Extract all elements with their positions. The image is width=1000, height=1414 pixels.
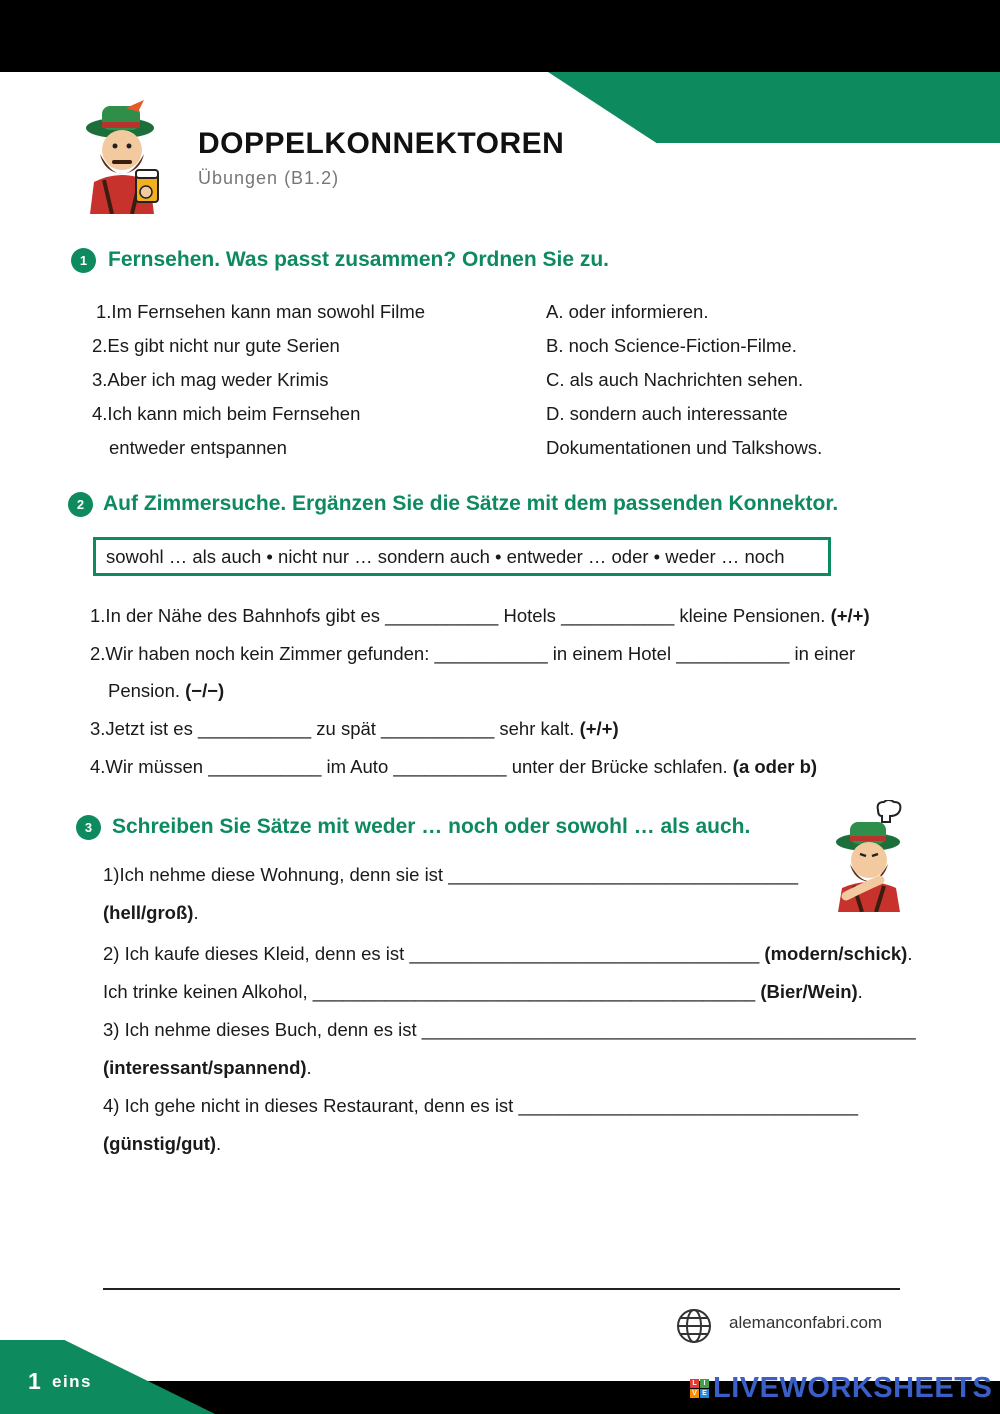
exercise-3-question-2-hint: (modern/schick)	[764, 943, 908, 964]
exercise-3-question-1-hint-line	[103, 902, 199, 924]
section-3-number: 3	[76, 815, 101, 840]
sentence-3-text: 3.Jetzt ist es ___________ zu spät ___________ sehr kalt.	[90, 718, 575, 739]
bavarian-mascot-thinking-icon	[832, 800, 910, 912]
top-green-banner	[548, 72, 1000, 143]
section-2-number: 2	[68, 492, 93, 517]
sentence-2-cont-text: Pension.	[108, 680, 180, 701]
sentence-4-text: 4.Wir müssen ___________ im Auto ___________ unter der Brücke schlafen.	[90, 756, 728, 777]
exercise-3-question-3-end: .	[306, 1057, 312, 1078]
match-left-item-4-cont: entweder entspannen	[109, 437, 287, 458]
top-black-bar	[0, 0, 1000, 72]
exercise-3-question-3-hint-line	[103, 1057, 312, 1079]
exercise-3-question-2-text: 2) Ich kaufe dieses Kleid, denn es ist __________________________________	[103, 943, 760, 964]
exercise-3-question-1-hint: (hell/groß)	[103, 902, 194, 923]
exercise-3-question-4-end: .	[216, 1133, 222, 1154]
section-1-number: 1	[71, 248, 96, 273]
match-right-item-b: B. noch Science-Fiction-Filme.	[546, 335, 797, 356]
sentence-3	[90, 718, 619, 740]
logo-letter-e: E	[700, 1389, 709, 1398]
sentence-3-hint: (+/+)	[579, 718, 619, 739]
footer-divider	[103, 1288, 900, 1290]
page-number: 1	[28, 1368, 41, 1394]
match-right-item-c: C. als auch Nachrichten sehen.	[546, 369, 804, 390]
exercise-3-question-2b-end: .	[857, 981, 863, 1002]
exercise-3-question-4: 4) Ich gehe nicht in dieses Restaurant, denn es ist _________________________________	[103, 1095, 858, 1116]
section-1-heading: Fernsehen. Was passt zusammen? Ordnen Sie zu.	[108, 248, 610, 271]
sentence-1	[90, 605, 870, 627]
exercise-3-question-4-hint: (günstig/gut)	[103, 1133, 217, 1154]
connector-word-box-text: sowohl … als auch • nicht nur … sondern auch • entweder … oder • weder … noch	[106, 545, 785, 567]
liveworksheets-brand[interactable]	[690, 1374, 992, 1403]
page-title: DOPPELKONNEKTOREN	[198, 127, 565, 160]
sentence-2-hint: (−/−)	[185, 680, 225, 701]
match-right-item-d: D. sondern auch interessante	[546, 403, 788, 424]
sentence-4-hint: (a oder b)	[732, 756, 818, 777]
bavarian-mascot-beer-icon	[82, 98, 166, 214]
sentence-4	[90, 756, 817, 778]
logo-letter-l: L	[690, 1379, 699, 1388]
exercise-3-question-1: 1)Ich nehme diese Wohnung, denn sie ist __________________________________	[103, 864, 799, 885]
section-3-heading: Schreiben Sie Sätze mit weder … noch oder sowohl … als auch.	[112, 815, 751, 838]
globe-icon	[676, 1308, 712, 1344]
exercise-3-question-2b	[103, 981, 863, 1003]
sentence-1-hint: (+/+)	[830, 605, 870, 626]
liveworksheets-brand-text: LIVEWORKSHEETS	[713, 1372, 993, 1404]
exercise-3-question-2b-text: Ich trinke keinen Alkohol, ___________________________________________	[103, 981, 756, 1002]
section-2-heading: Auf Zimmersuche. Ergänzen Sie die Sätze mit dem passenden Konnektor.	[103, 492, 839, 515]
exercise-3-question-3: 3) Ich nehme dieses Buch, denn es ist ________________________________________________	[103, 1019, 916, 1040]
sentence-2-cont	[108, 680, 224, 702]
exercise-3-question-2	[103, 943, 912, 965]
page-subtitle: Übungen (B1.2)	[198, 168, 340, 188]
match-left-item-3: 3.Aber ich mag weder Krimis	[92, 369, 329, 390]
exercise-3-question-1-end: .	[193, 902, 199, 923]
exercise-3-question-3-hint: (interessant/spannend)	[103, 1057, 307, 1078]
match-left-item-2: 2.Es gibt nicht nur gute Serien	[92, 335, 340, 356]
match-left-item-4: 4.Ich kann mich beim Fernsehen	[92, 403, 361, 424]
logo-letter-v: V	[690, 1389, 699, 1398]
match-right-item-a: A. oder informieren.	[546, 301, 709, 322]
sentence-2	[90, 643, 855, 665]
page-number-word: eins	[52, 1372, 93, 1391]
website-link[interactable]: alemanconfabri.com	[729, 1313, 883, 1332]
exercise-3-question-2b-hint: (Bier/Wein)	[760, 981, 858, 1002]
exercise-3-question-2-end: .	[907, 943, 913, 964]
connector-word-box	[93, 537, 831, 576]
liveworksheets-logo-icon	[690, 1379, 709, 1398]
match-right-item-d-cont: Dokumentationen und Talkshows.	[546, 437, 823, 458]
sentence-2-text: 2.Wir haben noch kein Zimmer gefunden: ___________ in einem Hotel ___________ in einer	[90, 643, 856, 664]
logo-letter-i: I	[700, 1379, 709, 1388]
match-left-item-1: 1.Im Fernsehen kann man sowohl Filme	[96, 301, 426, 322]
sentence-1-text: 1.In der Nähe des Bahnhofs gibt es ___________ Hotels ___________ kleine Pensionen.	[90, 605, 826, 626]
exercise-3-question-4-hint-line	[103, 1133, 221, 1155]
